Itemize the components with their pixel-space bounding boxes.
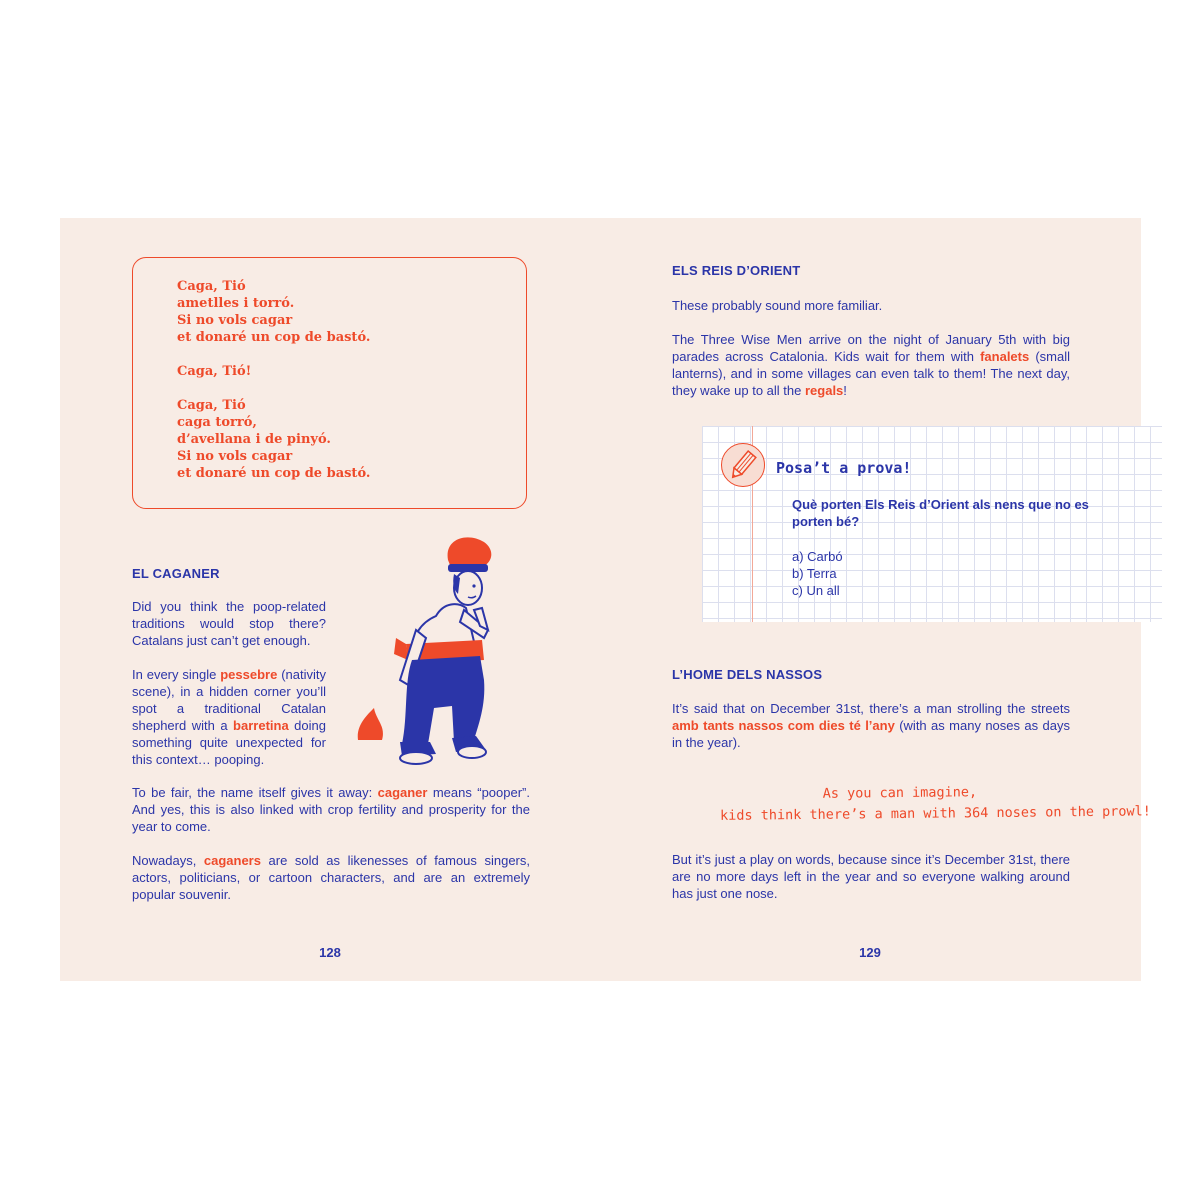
poem-line: d’avellana i de pinyó. <box>177 432 331 447</box>
quiz-option: b) Terra <box>792 566 837 581</box>
poem-line: Si no vols cagar <box>177 313 293 328</box>
poem-line: Si no vols cagar <box>177 449 293 464</box>
poem <box>177 278 370 482</box>
right-page <box>600 218 1151 981</box>
page-number: 129 <box>859 945 881 960</box>
pencil-icon <box>721 443 765 487</box>
nassos-closing-text <box>672 851 1070 902</box>
quiz-box <box>702 426 1162 622</box>
quiz-options <box>792 548 843 599</box>
poem-line: ametlles i torró. <box>177 296 295 311</box>
poem-stanza <box>177 278 370 346</box>
paragraph: But it’s just a play on words, because since it’s December 31st, there are no more days left in the year and so everyone walking around has just one nose. <box>672 852 1070 901</box>
poem-box <box>132 257 527 509</box>
left-page <box>60 218 600 981</box>
reis-body-text <box>672 297 1070 399</box>
paragraph: Nowadays, caganers are sold as likenesses of famous singers, actors, politicians, or cartoon characters, and are an extremely popular souvenir. <box>132 853 530 902</box>
paragraph: To be fair, the name itself gives it away: caganer means “pooper”. And yes, this is also linked with crop fertility and prosperity for the year to come. <box>132 785 530 834</box>
section-heading-els-reis: ELS REIS D’ORIENT <box>672 263 801 278</box>
paragraph: These probably sound more familiar. <box>672 298 883 313</box>
quiz-option: c) Un all <box>792 583 840 598</box>
section-heading-el-caganer: EL CAGANER <box>132 566 220 581</box>
paragraph: In every single pessebre (nativity scene), in a hidden corner you’ll spot a traditional Catalan shepherd with a barretina doing something quite unexpected for this context… pooping. <box>132 667 326 767</box>
paragraph: The Three Wise Men arrive on the night of January 5th with big parades across Catalonia. Kids wait for them with fanalets (small lanterns), and in some villages can even talk to them! The next day, they wake up to all the regals! <box>672 332 1070 398</box>
page-number: 128 <box>319 945 341 960</box>
poem-line: Caga, Tió <box>177 398 246 413</box>
poem-line: Caga, Tió! <box>177 364 252 379</box>
section-heading-home-dels-nassos: L’HOME DELS NASSOS <box>672 667 823 682</box>
paragraph: Did you think the poop-related traditions would stop there? Catalans just can’t get enough. <box>132 599 326 648</box>
book-spread <box>60 218 1151 981</box>
quiz-option: a) Carbó <box>792 549 843 564</box>
paragraph: It’s said that on December 31st, there’s a man strolling the streets amb tants nassos com dies té l’any (with as many noses as days in the year). <box>672 701 1070 750</box>
caganer-body-text <box>132 784 530 903</box>
poem-line: et donaré un cop de bastó. <box>177 330 371 345</box>
handwritten-note <box>720 781 1151 827</box>
caganer-illustration <box>356 530 496 770</box>
handwritten-line: As you can imagine, <box>822 784 978 802</box>
poem-stanza <box>177 363 370 380</box>
poem-line: Caga, Tió <box>177 279 246 294</box>
caganer-intro-text <box>132 598 326 768</box>
poem-line: et donaré un cop de bastó. <box>177 466 371 481</box>
quiz-title: Posa’t a prova! <box>776 459 912 477</box>
poem-stanza <box>177 397 370 482</box>
quiz-question: Què porten Els Reis d’Orient als nens que no es porten bé? <box>792 497 1089 529</box>
poem-line: caga torró, <box>177 415 257 430</box>
handwritten-line: kids think there’s a man with 364 noses on the prowl! <box>720 803 1151 824</box>
nassos-body-text <box>672 700 1070 751</box>
